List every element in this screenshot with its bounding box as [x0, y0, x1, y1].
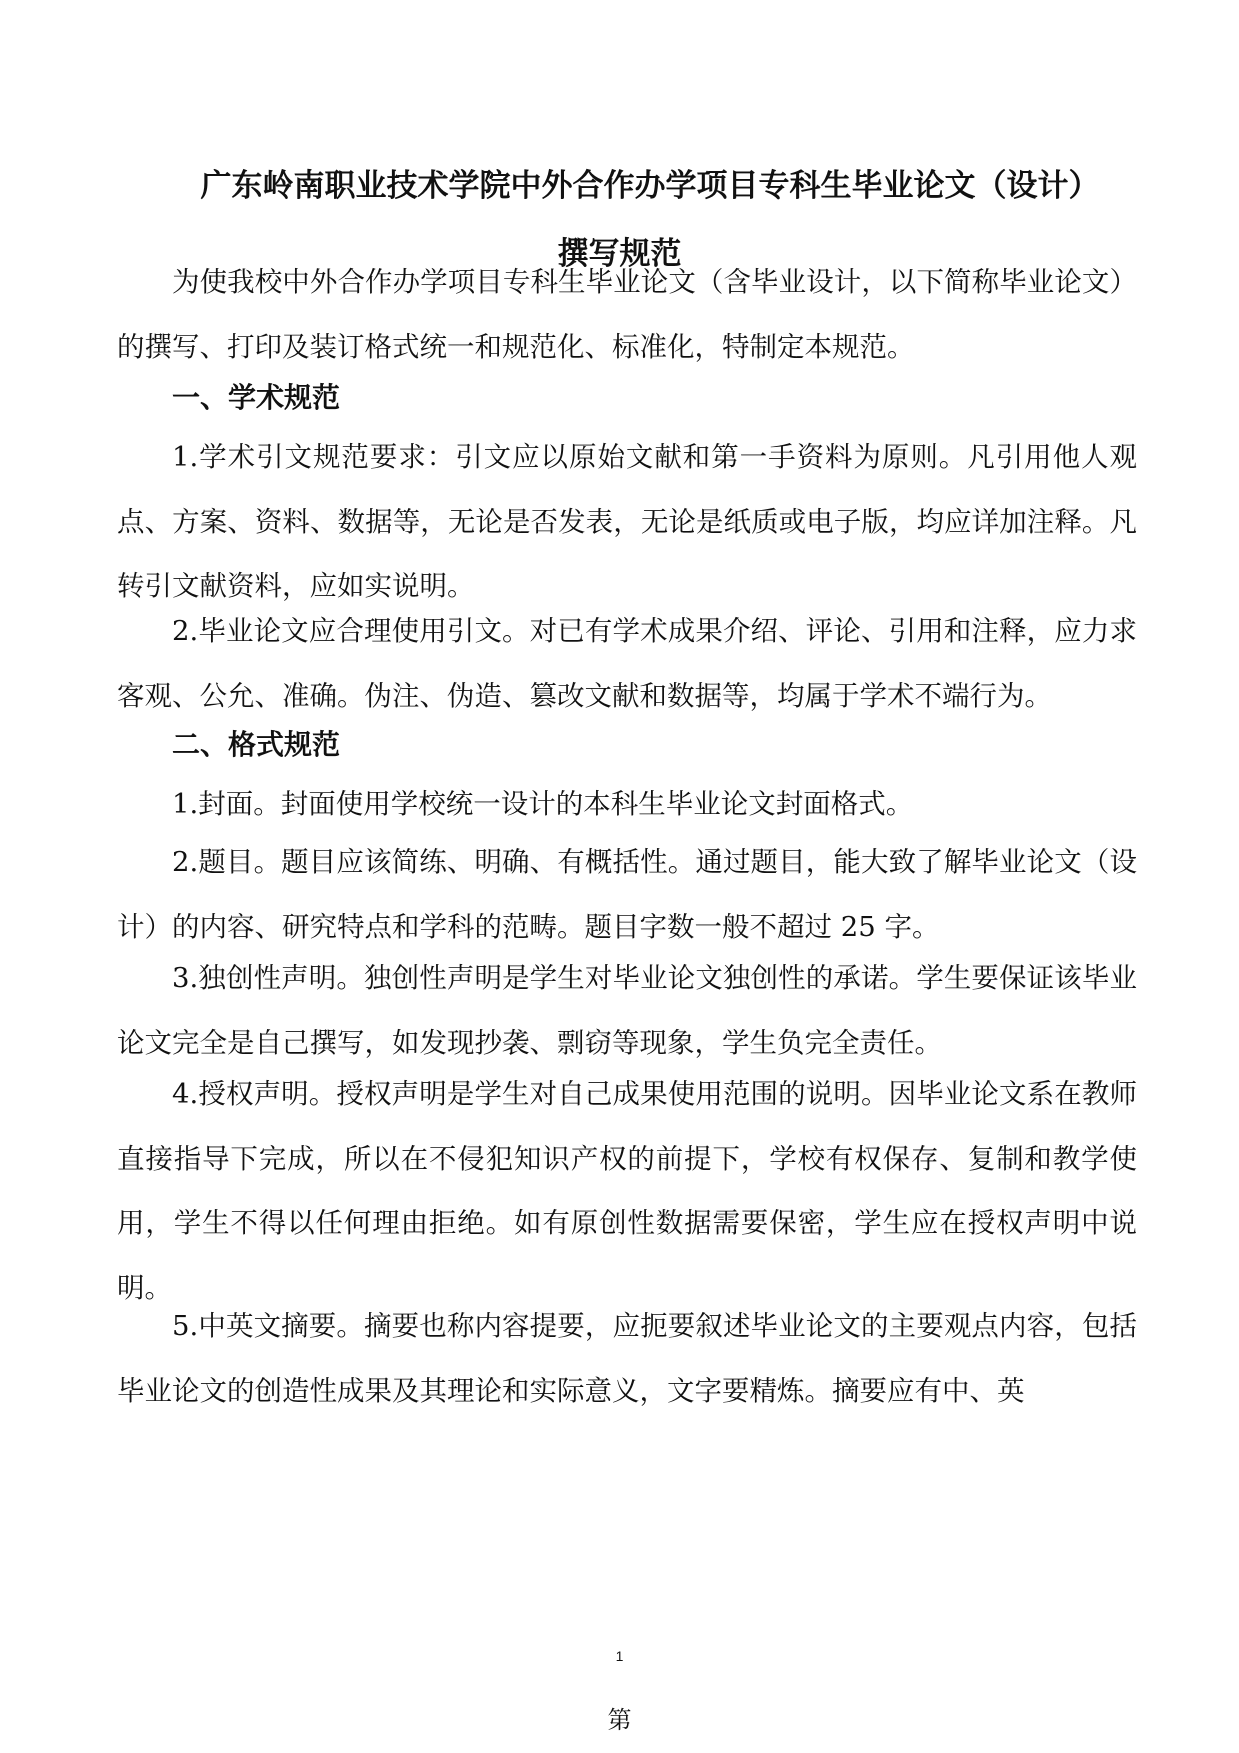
footer-mark: 第	[607, 1706, 632, 1734]
intro-paragraph: 为使我校中外合作办学项目专科生毕业论文（含毕业设计，以下简称毕业论文）的撰写、打印及装订格式统一和规范化、标准化，特制定本规范。	[117, 266, 1137, 363]
section2-item-5: 5.中英文摘要。摘要也称内容提要，应扼要叙述毕业论文的主要观点内容，包括毕业论文的创造性成果及其理论和实际意义，文字要精炼。摘要应有中、英	[117, 1310, 1137, 1407]
section2-item-2: 2.题目。题目应该简练、明确、有概括性。通过题目，能大致了解毕业论文（设计）的内容、研究特点和学科的范畴。题目字数一般不超过 25 字。	[117, 846, 1137, 943]
page-number: 1	[615, 1648, 624, 1664]
section2-item-3: 3.独创性声明。独创性声明是学生对毕业论文独创性的承诺。学生要保证该毕业论文完全是自己撰写，如发现抄袭、剽窃等现象，学生负完全责任。	[117, 962, 1137, 1059]
section1-item-1: 1.学术引文规范要求：引文应以原始文献和第一手资料为原则。凡引用他人观点、方案、资料、数据等，无论是否发表，无论是纸质或电子版，均应详加注释。凡转引文献资料，应如实说明。	[117, 441, 1137, 602]
section1-heading: 一、学术规范	[172, 381, 341, 414]
section2-heading: 二、格式规范	[172, 728, 341, 761]
section2-item-4: 4.授权声明。授权声明是学生对自己成果使用范围的说明。因毕业论文系在教师直接指导下完成，所以在不侵犯知识产权的前提下，学校有权保存、复制和教学使用，学生不得以任何理由拒绝。如有原创性数据需要保密，学生应在授权声明中说明。	[117, 1078, 1137, 1304]
section2-item-1: 1.封面。封面使用学校统一设计的本科生毕业论文封面格式。	[172, 788, 914, 820]
document-title-line1: 广东岭南职业技术学院中外合作办学项目专科生毕业论文（设计）	[200, 168, 1100, 204]
section1-item-2: 2.毕业论文应合理使用引文。对已有学术成果介绍、评论、引用和注释，应力求客观、公允、准确。伪注、伪造、篡改文献和数据等，均属于学术不端行为。	[117, 615, 1137, 712]
document-title-line2: 撰写规范	[557, 236, 682, 272]
